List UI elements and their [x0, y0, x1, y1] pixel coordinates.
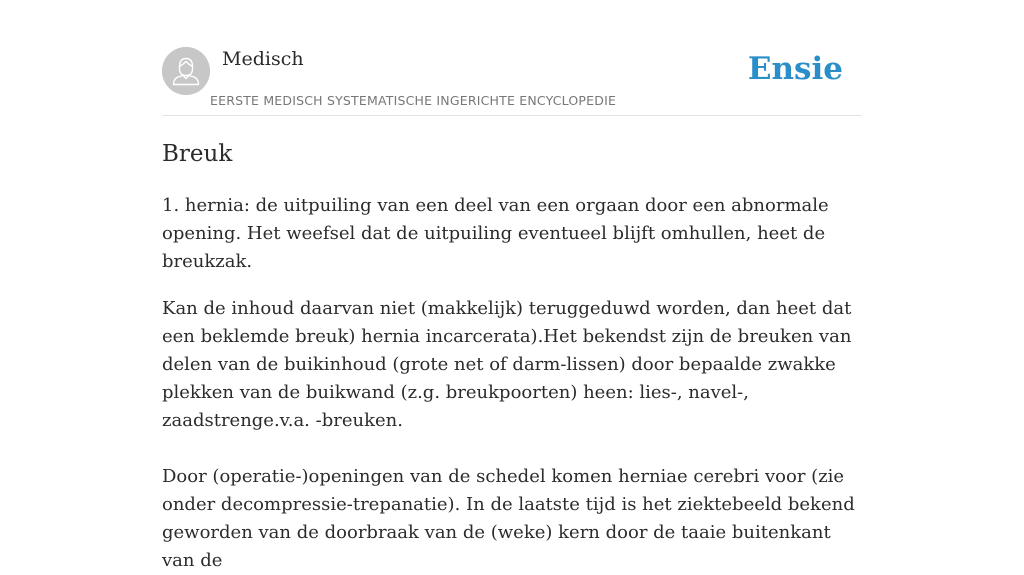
- article-paragraph: 1. hernia: de uitpuiling van een deel van een orgaan door een abnormale opening. Het weefsel dat de uitpuiling eventueel blijft omhullen, heet de breukzak.: [162, 195, 829, 272]
- brand-logo-link[interactable]: Ensie: [747, 51, 843, 87]
- site-header: [162, 0, 862, 116]
- article-paragraph: Kan de inhoud daarvan niet (makkelijk) teruggeduwd worden, dan heet dat een beklemde breuk) hernia incarcerata).Het bekendst zijn de breuken van delen van de buikinhoud (grote net of darm-lissen) door bepaalde zwakke plekken van de buikwand (z.g. breukpoorten) heen: lies-, navel-, zaadstrenge.v.a. -breuken.: [162, 298, 852, 431]
- article-paragraph: Door (operatie-)openingen van de schedel komen herniae cerebri voor (zie onder decompressie-trepanatie). In de laatste tijd is het ziektebeeld bekend geworden van de doorbraak van de (weke) kern door de taaie buitenkant van de: [162, 466, 855, 571]
- article-body: [162, 192, 862, 575]
- article-title: Breuk: [162, 141, 233, 167]
- user-silhouette-icon[interactable]: [162, 47, 210, 95]
- site-subtitle: EERSTE MEDISCH SYSTEMATISCHE INGERICHTE ENCYCLOPEDIE: [210, 93, 617, 108]
- site-name[interactable]: Medisch: [222, 48, 304, 70]
- page: [162, 0, 862, 571]
